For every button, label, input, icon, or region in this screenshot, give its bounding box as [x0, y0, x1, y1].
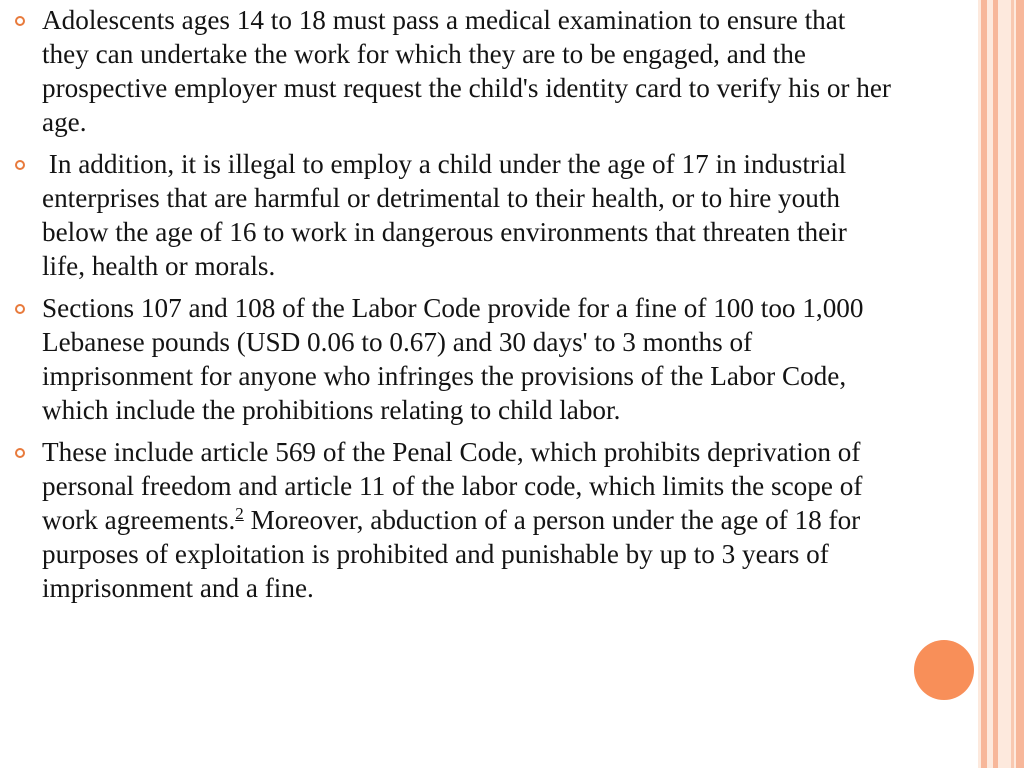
bullet-text: Sections 107 and 108 of the Labor Code provide for a fine of 100 too 1,000 Lebanese pounds (USD 0.06 to 0.67) and 30 days' to 3 months of imprisonment for anyone who infringes the provisions of the Labor Code, which include the prohibitions relating to child labor. [42, 293, 864, 425]
hollow-circle-bullet-icon [15, 304, 25, 314]
decorative-stripe [1016, 0, 1024, 768]
decorative-stripe [1011, 0, 1014, 768]
bullet-item [14, 3, 894, 139]
orange-circle-icon [914, 640, 974, 700]
bullet-text-continued: Moreover, abduction of a person under the age of 18 for purposes of exploitation is prohibited and punishable by up to 3 years of imprisonment and a fine. [42, 505, 861, 603]
bullet-text: In addition, it is illegal to employ a child under the age of 17 in industrial enterprises that are harmful or detrimental to their health, or to hire youth below the age of 16 to work in dangerous environments that threaten their life, health or morals. [42, 149, 854, 281]
hollow-circle-bullet-icon [15, 448, 25, 458]
bullet-list [14, 3, 894, 605]
hollow-circle-bullet-icon [15, 160, 25, 170]
slide-body [14, 3, 894, 613]
decorative-stripe [993, 0, 998, 768]
hollow-circle-bullet-icon [15, 16, 25, 26]
bullet-item [14, 291, 894, 427]
bullet-item [14, 435, 894, 605]
bullet-text: These include article 569 of the Penal Code, which prohibits deprivation of personal freedom and article 11 of the labor code, which limits the scope of work agreements. [42, 437, 863, 535]
footnote-link[interactable]: 2 [235, 503, 244, 523]
bullet-text: Adolescents ages 14 to 18 must pass a medical examination to ensure that they can undertake the work for which they are to be engaged, and the prospective employer must request the child's identity card to verify his or her age. [42, 5, 891, 137]
bullet-item [14, 147, 894, 283]
decorative-stripe [981, 0, 987, 768]
